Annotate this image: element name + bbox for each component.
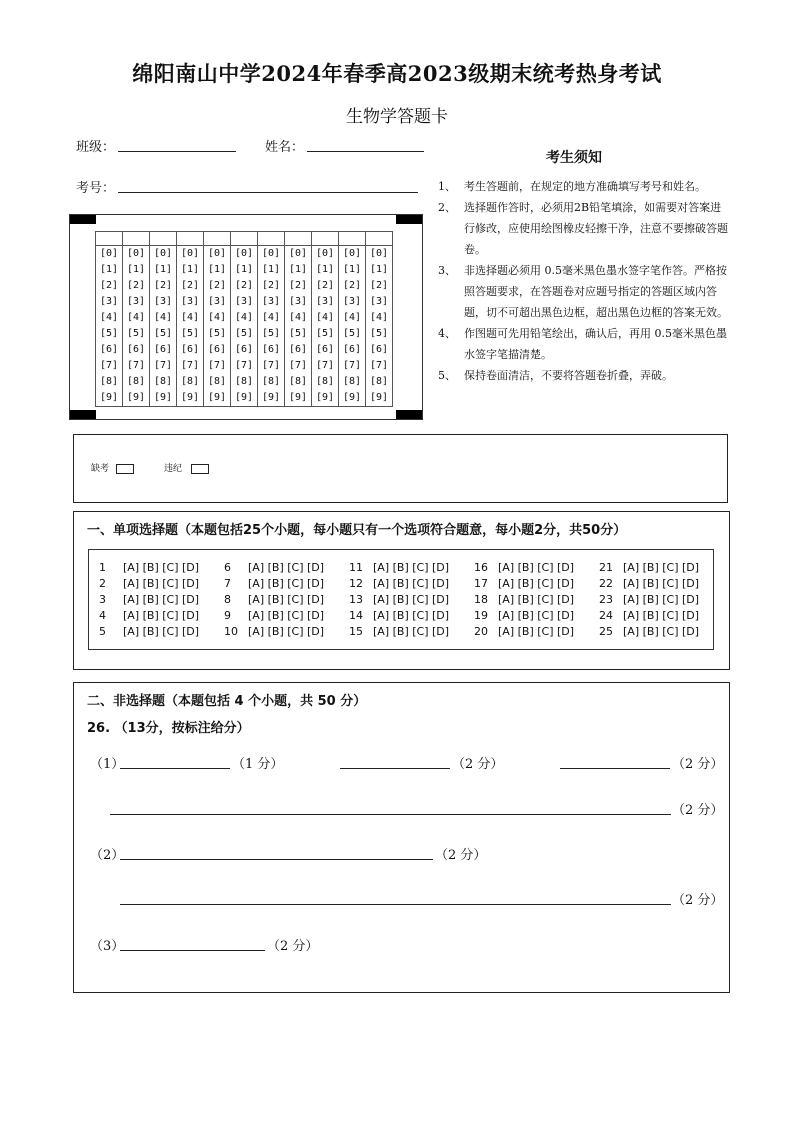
choice-options[interactable]: [A] [B] [C] [D] bbox=[623, 609, 700, 622]
id-digit-bubble[interactable]: [9] bbox=[207, 392, 227, 403]
question-number: 8 bbox=[224, 593, 231, 606]
choice-options[interactable]: [A] [B] [C] [D] bbox=[498, 609, 575, 622]
choice-row[interactable] bbox=[99, 608, 199, 624]
id-digit-bubble[interactable]: [4] bbox=[180, 312, 200, 323]
id-digit-bubble[interactable]: [3] bbox=[315, 296, 335, 307]
id-digit-bubble[interactable]: [1] bbox=[261, 264, 281, 275]
choice-row[interactable] bbox=[599, 592, 699, 608]
choice-options[interactable]: [A] [B] [C] [D] bbox=[373, 561, 450, 574]
choice-row[interactable] bbox=[349, 576, 449, 592]
id-digit-column bbox=[96, 232, 123, 406]
question-number: 12 bbox=[349, 577, 363, 590]
id-digit-bubble[interactable]: [1] bbox=[369, 264, 389, 275]
id-digit-bubble[interactable]: [6] bbox=[342, 344, 362, 355]
id-digit-bubble[interactable]: [0] bbox=[315, 248, 335, 259]
id-digit-bubble[interactable]: [8] bbox=[207, 376, 227, 387]
question-number: 17 bbox=[474, 577, 488, 590]
id-digit-bubble[interactable]: [6] bbox=[261, 344, 281, 355]
id-digit-bubble[interactable]: [4] bbox=[99, 312, 119, 323]
id-digit-write-cell[interactable] bbox=[123, 232, 149, 246]
violation-checkbox[interactable] bbox=[191, 464, 209, 474]
question-number: 14 bbox=[349, 609, 363, 622]
choice-options[interactable]: [A] [B] [C] [D] bbox=[498, 593, 575, 606]
id-digit-write-cell[interactable] bbox=[366, 232, 392, 246]
choice-row[interactable] bbox=[349, 592, 449, 608]
id-digit-bubble[interactable]: [2] bbox=[126, 280, 146, 291]
choice-options[interactable]: [A] [B] [C] [D] bbox=[373, 609, 450, 622]
choice-options[interactable]: [A] [B] [C] [D] bbox=[248, 577, 325, 590]
id-digit-bubble[interactable]: [5] bbox=[288, 328, 308, 339]
id-digit-bubble[interactable]: [6] bbox=[126, 344, 146, 355]
id-digit-bubble[interactable]: [7] bbox=[342, 360, 362, 371]
id-digit-column bbox=[150, 232, 177, 406]
id-digit-write-cell[interactable] bbox=[258, 232, 284, 246]
question-number: 6 bbox=[224, 561, 231, 574]
id-digit-bubble[interactable]: [0] bbox=[207, 248, 227, 259]
id-digit-bubble[interactable]: [4] bbox=[261, 312, 281, 323]
id-digit-bubble[interactable]: [7] bbox=[126, 360, 146, 371]
exam-number-label: 考号： bbox=[76, 181, 116, 196]
choice-options[interactable]: [A] [B] [C] [D] bbox=[248, 593, 325, 606]
id-digit-bubble[interactable]: [4] bbox=[369, 312, 389, 323]
id-digit-bubble[interactable]: [0] bbox=[342, 248, 362, 259]
question-number: 20 bbox=[474, 625, 488, 638]
id-digit-column bbox=[177, 232, 204, 406]
answer-line[interactable] bbox=[560, 753, 670, 769]
section2-title: 二、非选择题（本题包括 4 个小题，共 50 分） bbox=[87, 694, 367, 709]
notice-item: 3、 非选择题必须用 0.5毫米黑色墨水签字笔作答。严格按照答题要求，在答题卷对应题号指定的答题区域内答题，切不可超出黑色边框，超出黑色边框的答案无效。 bbox=[438, 264, 728, 319]
id-digit-bubble[interactable]: [1] bbox=[180, 264, 200, 275]
id-digit-bubble[interactable]: [4] bbox=[207, 312, 227, 323]
choice-row[interactable] bbox=[99, 624, 199, 640]
choice-row[interactable] bbox=[224, 624, 324, 640]
choice-options[interactable]: [A] [B] [C] [D] bbox=[123, 625, 200, 638]
id-digit-bubble[interactable]: [9] bbox=[315, 392, 335, 403]
id-digit-bubble[interactable]: [9] bbox=[288, 392, 308, 403]
choice-options[interactable]: [A] [B] [C] [D] bbox=[498, 577, 575, 590]
id-digit-write-cell[interactable] bbox=[96, 232, 122, 246]
id-digit-bubble[interactable]: [8] bbox=[342, 376, 362, 387]
choice-options[interactable]: [A] [B] [C] [D] bbox=[623, 577, 700, 590]
id-digit-bubble[interactable]: [0] bbox=[288, 248, 308, 259]
notice-item: 4、 作图题可先用铅笔绘出，确认后，再用 0.5毫米黑色墨水签字笔描清楚。 bbox=[438, 327, 727, 361]
choice-row[interactable] bbox=[599, 576, 699, 592]
part-3-label: （3） bbox=[90, 939, 125, 954]
answer-card-subtitle: 生物学答题卡 bbox=[346, 107, 448, 127]
choice-row[interactable] bbox=[99, 560, 199, 576]
id-digit-bubble[interactable]: [4] bbox=[126, 312, 146, 323]
notice-item: 1、 考生答题前，在规定的地方准确填写考号和姓名。 bbox=[438, 180, 706, 193]
id-digit-bubble[interactable]: [4] bbox=[342, 312, 362, 323]
id-digit-bubble[interactable]: [4] bbox=[288, 312, 308, 323]
answer-line[interactable] bbox=[110, 799, 671, 815]
id-digit-bubble[interactable]: [3] bbox=[288, 296, 308, 307]
question-number: 16 bbox=[474, 561, 488, 574]
id-digit-bubble[interactable]: [3] bbox=[342, 296, 362, 307]
choice-bubble-grid bbox=[88, 549, 714, 650]
id-digit-bubble[interactable]: [2] bbox=[153, 280, 173, 291]
choice-column bbox=[99, 560, 199, 640]
id-digit-bubble[interactable]: [1] bbox=[315, 264, 335, 275]
answer-line[interactable] bbox=[120, 935, 265, 951]
choice-options[interactable]: [A] [B] [C] [D] bbox=[623, 593, 700, 606]
id-digit-bubble[interactable]: [7] bbox=[153, 360, 173, 371]
choice-options[interactable]: [A] [B] [C] [D] bbox=[373, 625, 450, 638]
points-label: （2 分） bbox=[672, 757, 724, 772]
question-number: 18 bbox=[474, 593, 488, 606]
choice-row[interactable] bbox=[599, 624, 699, 640]
choice-column bbox=[349, 560, 449, 640]
choice-options[interactable]: [A] [B] [C] [D] bbox=[123, 577, 200, 590]
part-1-label: （1） bbox=[90, 757, 125, 772]
name-label: 姓名： bbox=[265, 140, 305, 155]
question-number: 15 bbox=[349, 625, 363, 638]
choice-options[interactable]: [A] [B] [C] [D] bbox=[123, 561, 200, 574]
choice-row[interactable] bbox=[599, 608, 699, 624]
id-digit-bubble[interactable]: [5] bbox=[126, 328, 146, 339]
id-digit-bubble[interactable]: [3] bbox=[369, 296, 389, 307]
exam-number-field[interactable] bbox=[118, 177, 418, 193]
question-number: 24 bbox=[599, 609, 613, 622]
id-digit-bubble[interactable]: [8] bbox=[315, 376, 335, 387]
id-digit-bubble[interactable]: [1] bbox=[99, 264, 119, 275]
id-digit-bubble[interactable]: [2] bbox=[288, 280, 308, 291]
choice-options[interactable]: [A] [B] [C] [D] bbox=[248, 561, 325, 574]
violation-label: 违纪 bbox=[164, 464, 183, 474]
id-digit-bubble[interactable]: [3] bbox=[207, 296, 227, 307]
choice-options[interactable]: [A] [B] [C] [D] bbox=[623, 625, 700, 638]
choice-column bbox=[224, 560, 324, 640]
question-number: 2 bbox=[99, 577, 106, 590]
id-digit-bubble[interactable]: [6] bbox=[288, 344, 308, 355]
id-digit-column bbox=[366, 232, 392, 406]
id-digit-column bbox=[339, 232, 366, 406]
id-digit-bubble[interactable]: [2] bbox=[261, 280, 281, 291]
id-digit-bubble[interactable]: [7] bbox=[99, 360, 119, 371]
notice-item: 2、 选择题作答时，必须用2B铅笔填涂，如需要对答案进行修改，应使用绘图橡皮轻擦干净，注意不要擦破答题卷。 bbox=[438, 201, 728, 256]
id-digit-write-cell[interactable] bbox=[312, 232, 338, 246]
id-digit-bubble[interactable]: [0] bbox=[126, 248, 146, 259]
id-digit-bubble[interactable]: [2] bbox=[207, 280, 227, 291]
id-digit-bubble[interactable]: [8] bbox=[288, 376, 308, 387]
id-digit-bubble[interactable]: [6] bbox=[153, 344, 173, 355]
notice-item: 5、 保持卷面清洁，不要将答题卷折叠，弄破。 bbox=[438, 369, 673, 382]
violation-mark bbox=[164, 461, 209, 474]
id-digit-bubble[interactable]: [2] bbox=[234, 280, 254, 291]
id-digit-bubble[interactable]: [3] bbox=[234, 296, 254, 307]
choice-options[interactable]: [A] [B] [C] [D] bbox=[248, 609, 325, 622]
id-digit-bubble[interactable]: [7] bbox=[315, 360, 335, 371]
id-digit-column bbox=[312, 232, 339, 406]
question-number: 13 bbox=[349, 593, 363, 606]
id-digit-bubble[interactable]: [7] bbox=[207, 360, 227, 371]
points-label: （2 分） bbox=[452, 757, 504, 772]
id-digit-bubble[interactable]: [6] bbox=[234, 344, 254, 355]
question-number: 4 bbox=[99, 609, 106, 622]
id-digit-bubble[interactable]: [2] bbox=[180, 280, 200, 291]
choice-options[interactable]: [A] [B] [C] [D] bbox=[498, 561, 575, 574]
id-digit-bubble[interactable]: [0] bbox=[99, 248, 119, 259]
points-label: （2 分） bbox=[267, 939, 319, 954]
id-digit-bubble[interactable]: [6] bbox=[99, 344, 119, 355]
id-digit-bubble[interactable]: [5] bbox=[153, 328, 173, 339]
registration-mark bbox=[396, 215, 422, 224]
choice-row[interactable] bbox=[474, 608, 574, 624]
id-digit-bubble[interactable]: [7] bbox=[288, 360, 308, 371]
id-digit-bubble[interactable]: [5] bbox=[315, 328, 335, 339]
choice-row[interactable] bbox=[224, 608, 324, 624]
id-digit-bubble[interactable]: [8] bbox=[261, 376, 281, 387]
question-number: 23 bbox=[599, 593, 613, 606]
choice-row[interactable] bbox=[224, 560, 324, 576]
id-digit-bubble[interactable]: [3] bbox=[261, 296, 281, 307]
choice-column bbox=[474, 560, 574, 640]
id-digit-bubble[interactable]: [3] bbox=[180, 296, 200, 307]
points-label: （1 分） bbox=[232, 757, 284, 772]
id-digit-bubble[interactable]: [0] bbox=[261, 248, 281, 259]
id-digit-write-cell[interactable] bbox=[285, 232, 311, 246]
question-number: 21 bbox=[599, 561, 613, 574]
status-box bbox=[73, 434, 728, 503]
choice-row[interactable] bbox=[224, 592, 324, 608]
id-digit-bubble[interactable]: [8] bbox=[99, 376, 119, 387]
choice-options[interactable]: [A] [B] [C] [D] bbox=[248, 625, 325, 638]
points-label: （2 分） bbox=[435, 848, 487, 863]
choice-row[interactable] bbox=[474, 576, 574, 592]
id-digit-bubble[interactable]: [5] bbox=[369, 328, 389, 339]
id-digit-bubble[interactable]: [6] bbox=[315, 344, 335, 355]
part-2-label: （2） bbox=[90, 848, 125, 863]
id-digit-bubble[interactable]: [4] bbox=[315, 312, 335, 323]
question-number: 9 bbox=[224, 609, 231, 622]
question-number: 22 bbox=[599, 577, 613, 590]
choice-row[interactable] bbox=[474, 624, 574, 640]
question-number: 25 bbox=[599, 625, 613, 638]
id-digit-bubble[interactable]: [5] bbox=[234, 328, 254, 339]
id-digit-bubble[interactable]: [0] bbox=[369, 248, 389, 259]
id-digit-bubble[interactable]: [0] bbox=[180, 248, 200, 259]
choice-options[interactable]: [A] [B] [C] [D] bbox=[373, 577, 450, 590]
id-digit-bubble[interactable]: [3] bbox=[153, 296, 173, 307]
id-digit-bubble[interactable]: [8] bbox=[234, 376, 254, 387]
choice-options[interactable]: [A] [B] [C] [D] bbox=[373, 593, 450, 606]
question-26-heading: 26. （13分，按标注给分） bbox=[87, 721, 250, 736]
choice-row[interactable] bbox=[349, 560, 449, 576]
choice-options[interactable]: [A] [B] [C] [D] bbox=[623, 561, 700, 574]
id-digit-write-cell[interactable] bbox=[204, 232, 230, 246]
id-digit-write-cell[interactable] bbox=[150, 232, 176, 246]
registration-mark bbox=[70, 410, 96, 419]
choice-row[interactable] bbox=[99, 576, 199, 592]
id-digit-bubble[interactable]: [9] bbox=[261, 392, 281, 403]
id-digit-column bbox=[285, 232, 312, 406]
answer-line[interactable] bbox=[120, 753, 230, 769]
choice-row[interactable] bbox=[99, 592, 199, 608]
id-digit-bubble[interactable]: [9] bbox=[369, 392, 389, 403]
id-digit-bubble[interactable]: [3] bbox=[126, 296, 146, 307]
id-digit-bubble[interactable]: [9] bbox=[234, 392, 254, 403]
id-digit-bubble[interactable]: [1] bbox=[234, 264, 254, 275]
id-digit-column bbox=[258, 232, 285, 406]
question-number: 10 bbox=[224, 625, 238, 638]
id-digit-bubble[interactable]: [8] bbox=[126, 376, 146, 387]
id-digit-column bbox=[231, 232, 258, 406]
question-number: 1 bbox=[99, 561, 106, 574]
class-label: 班级： bbox=[76, 140, 116, 155]
id-digit-bubble[interactable]: [2] bbox=[315, 280, 335, 291]
id-digit-bubble[interactable]: [5] bbox=[180, 328, 200, 339]
question-number: 19 bbox=[474, 609, 488, 622]
exam-id-grid bbox=[95, 231, 393, 407]
points-label: （2 分） bbox=[672, 893, 724, 908]
choice-column bbox=[599, 560, 699, 640]
choice-row[interactable] bbox=[349, 624, 449, 640]
id-digit-bubble[interactable]: [7] bbox=[369, 360, 389, 371]
id-digit-column bbox=[123, 232, 150, 406]
id-digit-bubble[interactable]: [8] bbox=[369, 376, 389, 387]
id-digit-bubble[interactable]: [7] bbox=[234, 360, 254, 371]
id-digit-bubble[interactable]: [1] bbox=[153, 264, 173, 275]
id-digit-bubble[interactable]: [4] bbox=[153, 312, 173, 323]
choice-options[interactable]: [A] [B] [C] [D] bbox=[498, 625, 575, 638]
question-number: 3 bbox=[99, 593, 106, 606]
notice-list bbox=[438, 176, 728, 386]
question-number: 11 bbox=[349, 561, 363, 574]
id-digit-bubble[interactable]: [9] bbox=[342, 392, 362, 403]
points-label: （2 分） bbox=[672, 803, 724, 818]
id-digit-bubble[interactable]: [2] bbox=[369, 280, 389, 291]
id-digit-write-cell[interactable] bbox=[231, 232, 257, 246]
choice-options[interactable]: [A] [B] [C] [D] bbox=[123, 593, 200, 606]
question-number: 5 bbox=[99, 625, 106, 638]
id-digit-bubble[interactable]: [5] bbox=[99, 328, 119, 339]
class-field[interactable] bbox=[118, 136, 236, 152]
id-digit-write-cell[interactable] bbox=[339, 232, 365, 246]
answer-line[interactable] bbox=[120, 889, 671, 905]
id-digit-bubble[interactable]: [5] bbox=[261, 328, 281, 339]
answer-line[interactable] bbox=[340, 753, 450, 769]
id-digit-bubble[interactable]: [4] bbox=[234, 312, 254, 323]
id-digit-bubble[interactable]: [8] bbox=[153, 376, 173, 387]
choice-row[interactable] bbox=[474, 560, 574, 576]
id-digit-bubble[interactable]: [7] bbox=[261, 360, 281, 371]
id-digit-column bbox=[204, 232, 231, 406]
id-digit-bubble[interactable]: [0] bbox=[153, 248, 173, 259]
id-digit-bubble[interactable]: [9] bbox=[126, 392, 146, 403]
absent-checkbox[interactable] bbox=[116, 464, 134, 474]
id-digit-bubble[interactable]: [5] bbox=[342, 328, 362, 339]
notice-title: 考生须知 bbox=[546, 150, 602, 166]
registration-mark bbox=[70, 215, 96, 224]
choice-options[interactable]: [A] [B] [C] [D] bbox=[123, 609, 200, 622]
id-digit-write-cell[interactable] bbox=[177, 232, 203, 246]
id-digit-bubble[interactable]: [6] bbox=[180, 344, 200, 355]
choice-row[interactable] bbox=[349, 608, 449, 624]
id-digit-bubble[interactable]: [6] bbox=[369, 344, 389, 355]
id-digit-bubble[interactable]: [6] bbox=[207, 344, 227, 355]
absent-mark bbox=[91, 461, 134, 474]
id-digit-bubble[interactable]: [1] bbox=[288, 264, 308, 275]
id-digit-bubble[interactable]: [9] bbox=[180, 392, 200, 403]
id-digit-bubble[interactable]: [3] bbox=[99, 296, 119, 307]
question-number: 7 bbox=[224, 577, 231, 590]
absent-label: 缺考 bbox=[91, 464, 110, 474]
id-digit-bubble[interactable]: [2] bbox=[99, 280, 119, 291]
answer-line[interactable] bbox=[120, 844, 433, 860]
name-field[interactable] bbox=[307, 136, 424, 152]
id-digit-bubble[interactable]: [7] bbox=[180, 360, 200, 371]
choice-row[interactable] bbox=[599, 560, 699, 576]
id-digit-bubble[interactable]: [9] bbox=[153, 392, 173, 403]
id-digit-bubble[interactable]: [8] bbox=[180, 376, 200, 387]
id-digit-bubble[interactable]: [1] bbox=[207, 264, 227, 275]
id-digit-bubble[interactable]: [0] bbox=[234, 248, 254, 259]
id-digit-bubble[interactable]: [2] bbox=[342, 280, 362, 291]
choice-row[interactable] bbox=[474, 592, 574, 608]
exam-title: 绵阳南山中学2024年春季高2023级期末统考热身考试 bbox=[132, 61, 662, 86]
id-digit-bubble[interactable]: [5] bbox=[207, 328, 227, 339]
id-digit-bubble[interactable]: [1] bbox=[126, 264, 146, 275]
section1-title: 一、单项选择题（本题包括25个小题，每小题只有一个选项符合题意，每小题2分，共50分） bbox=[87, 523, 627, 538]
registration-mark bbox=[396, 410, 422, 419]
choice-row[interactable] bbox=[224, 576, 324, 592]
id-digit-bubble[interactable]: [1] bbox=[342, 264, 362, 275]
id-digit-bubble[interactable]: [9] bbox=[99, 392, 119, 403]
